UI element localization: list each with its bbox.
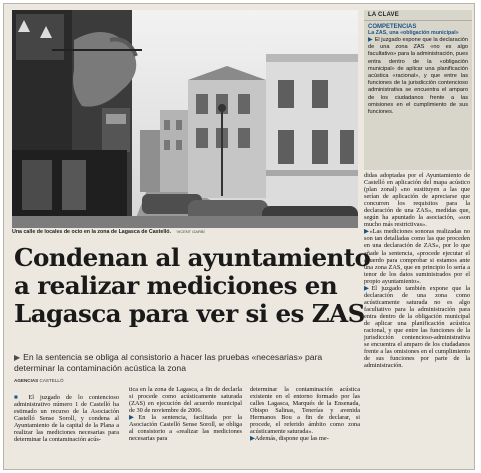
deck bbox=[14, 352, 359, 374]
body-column-3-para-2 bbox=[250, 435, 360, 442]
sidebar-body-text: El juzgado expone que la declaración de una zona ZAS «no es algo facultativo» para la administración, pues entra dentro de la «obligación municipal» de aplicar una planificación acústica «racional», y que entre las funciones de la jurisdicción contencioso administrativa se encuentra el amparo de los ciudadanos frente a las omisiones en el cumplimiento de sus funciones. bbox=[368, 37, 468, 116]
headline bbox=[14, 243, 371, 328]
body-column-3-para-2-text: Además, dispone que las me- bbox=[254, 435, 329, 443]
headline-line-3: Lagasca para ver si es ZAS bbox=[14, 299, 365, 328]
sidebar-subhead: La ZAS, una «obligación municipal» bbox=[368, 30, 459, 36]
right-column-para-1: didas adoptadas por el Ayuntamiento de Castelló en aplicación del mapa acústico (plan zonal) «no sustituyen a las que serían de aplicación de apreciarse que concurren los requisitos para la declaración de una ZAS», medidas que, según ha apuntado la asociación, «son mucho más restrictivas». bbox=[364, 172, 470, 229]
deck-text: En la sentencia se obliga al consistorio a hacer las pruebas «necesarias» para determinar la contaminación acústica la zona bbox=[14, 352, 323, 373]
right-column-para-2 bbox=[364, 228, 470, 284]
triangle-bullet-icon: ▶ bbox=[250, 435, 255, 443]
body-column-1-para: El juzgado de lo contencioso administrativo número 1 de Castelló ha estimado un recurso de la Asociación Castelló Sense Soroll, y condena al Ayuntamiento de la capital de la Plana a realizar las mediciones necesarias para determinar la contaminación acús- bbox=[14, 394, 119, 444]
body-column-2-para-2-text: En la sentencia, facilitada por la Asociación Castelló Sense Soroll, se obliga al consistorio a «realizar las mediciones necesarias para bbox=[129, 414, 242, 443]
triangle-bullet-icon: ▶ bbox=[364, 228, 370, 236]
headline-line-2: a realizar mediciones en bbox=[14, 271, 338, 300]
newspaper-page bbox=[3, 3, 475, 470]
square-bullet-icon: ■ bbox=[14, 394, 23, 401]
body-column-1-text bbox=[14, 394, 119, 443]
sidebar-kicker: LA CLAVE bbox=[364, 10, 472, 21]
right-column bbox=[364, 172, 470, 369]
right-column-para-3-text: El juzgado también expone que la declaración de una zona como acústicamente saturada no es algo facultativo para la administración para entra dentro de la obligación municipal de aplicar una planificación acústica racional, y que entre las funciones de la jurisdicción contencioso-administrativa se encuentra el amparo de los ciudadanos frente a las omisiones en el cumplimiento de sus funciones por parte de la administración. bbox=[364, 284, 470, 370]
right-column-para-2-text: «Las mediciones sonoras realizadas no son tan detalladas como las que proceden en una declaración de ZAS», por lo que añade la sentencia, «procede ejecutar el acuerdo para comprobar si estamos ante una zona ZAS, que en principio lo sería a tenor de los datos suministrados por el propio ayuntamiento». bbox=[364, 228, 471, 285]
triangle-bullet-icon: ▶ bbox=[368, 37, 373, 43]
triangle-bullet-icon: ▶ bbox=[364, 284, 372, 292]
body-column-3 bbox=[250, 386, 360, 442]
byline-agency: AGENCIAS bbox=[14, 378, 39, 383]
body-column-2 bbox=[129, 386, 242, 442]
sidebar-section: COMPETENCIAS bbox=[368, 24, 417, 30]
body-column-3-para-1: determinar la contaminación acústica existente en el entorno formado por las calles Lagasca, Marqués de la Ensenada, Obispo Salinas, Tenerías y avenida Hermanos Bou a fin de declarar, si procede, el referido ámbito como zona acústicamente saturada». bbox=[250, 386, 360, 436]
sidebar-body bbox=[364, 36, 472, 116]
body-column-2-para-2 bbox=[129, 414, 242, 442]
headline-line-1: Condenan al ayuntamiento bbox=[14, 243, 371, 272]
byline bbox=[14, 378, 79, 383]
photo-credit: VICENT GARBÍ bbox=[176, 229, 205, 234]
street-photo bbox=[12, 10, 358, 228]
la-clave-sidebar bbox=[364, 10, 472, 170]
photo-caption bbox=[12, 228, 358, 236]
body-column-1 bbox=[14, 394, 119, 443]
triangle-bullet-icon: ▶ bbox=[14, 353, 21, 362]
triangle-bullet-icon: ▶ bbox=[129, 414, 139, 422]
byline-place: CASTELLÓ bbox=[39, 378, 64, 383]
right-column-para-3 bbox=[364, 285, 470, 370]
body-column-2-para-1: tica en la zona de Lagasca, a fin de declarla si procede como acústicamente saturada (ZAS) en ejecución del acuerdo municipal de 30 de noviembre de 2006. bbox=[129, 386, 242, 415]
photo-caption-text: Una calle de locales de ocio en la zona de Lagasca de Castelló. bbox=[12, 229, 171, 235]
